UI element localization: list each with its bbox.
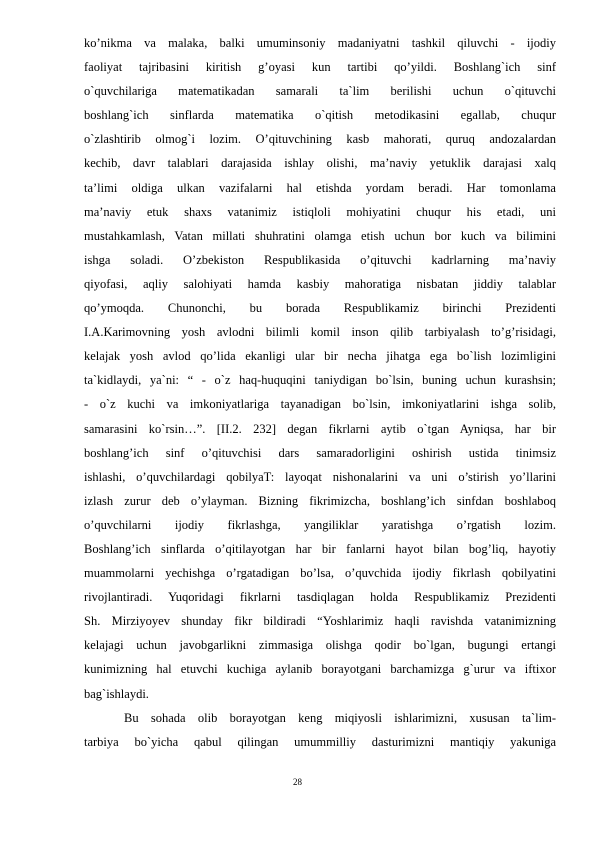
text-line: Sh. Mirziyoyev shunday fikr bildiradi “Yoshlarimiz haqli ravishda vatanimizning [84, 614, 556, 629]
text-line: kelajak yosh avlod qo’lida ekanligi ular bir necha jihatga ega bo`lish lozimligini [84, 349, 556, 364]
text-line: kechib, davr talablari darajasida ishlay olishi, ma’naviy yetuklik darajasi xalq [84, 156, 556, 171]
text-line: ko’nikma va malaka, balki umuminsoniy madaniyatni tashkil qiluvchi - ijodiy [84, 36, 556, 50]
text-line: faoliyat tajribasini kiritish g’oyasi kun tartibi qo’yildi. Boshlang`ich sinf [84, 60, 556, 75]
text-line: izlash zurur deb o’ylayman. Bizning fikrimizcha, boshlang’ich sinfdan boshlaboq [84, 493, 556, 508]
text-line: kunimizning hal etuvchi kuchiga aylanib borayotgani barchamizga g`urur va iftixor [84, 662, 556, 677]
paragraph-end-line: bag`ishlaydi. [84, 686, 149, 701]
text-line: ta’limi oldiga ulkan vazifalarni hal etishda yordam beradi. Har tomonlama [84, 180, 556, 195]
text-line: ishga soladi. O’zbekiston Respublikasida o’qituvchi kadrlarning ma’naviy [84, 252, 556, 267]
text-line: ishlashi, o’quvchilardagi qobilyaT: layoqat nishonalarini va uni o’stirish yo’llarini [84, 469, 556, 484]
text-line: o`zlashtirib olmog`i lozim. O’qituvchining kasb mahorati, quruq andozalardan [84, 132, 556, 147]
text-line: tarbiya bo`yicha qabul qilingan umummilliy dasturimizni mantiqiy yakuniga [84, 734, 556, 749]
text-line: I.A.Karimovning yosh avlodni bilimli komil inson qilib tarbiyalash to’g’risidagi, [84, 325, 556, 340]
text-line: samarasini ko`rsin…”. [II.2. 232] degan fikrlarni aytib o`tgan Ayniqsa, har bir [84, 421, 556, 436]
text-line: ma’naviy etuk shaxs vatanimiz istiqloli mohiyatini chuqur his etadi, uni [84, 204, 556, 219]
page-number: 28 [293, 777, 302, 787]
text-line: kelajagi uchun javobgarlikni zimmasiga olishga qodir bo`lgan, bugungi ertangi [84, 638, 556, 653]
text-line: rivojlantiradi. Yuqoridagi fikrlarni tasdiqlagan holda Respublikamiz Prezidenti [84, 590, 556, 605]
text-line: boshlang`ich sinflarda matematika o`qitish metodikasini egallab, chuqur [84, 108, 556, 123]
text-line: Boshlang’ich sinflarda o’qitilayotgan har bir fanlarni hayot bilan bog’liq, hayotiy [84, 541, 556, 556]
text-line: qiyofasi, aqliy salohiyati hamda kasbiy mahoratiga nisbatan jiddiy talablar [84, 276, 556, 291]
text-line: boshlang’ich sinf o’qituvchisi dars samaradorligini oshirish ustida tinimsiz [84, 445, 556, 460]
text-line: muammolarni yechishga o’rgatadigan bo’lsa, o’quvchida ijodiy fikrlash qobilyatini [84, 566, 556, 581]
body-text [84, 31, 556, 754]
paragraph-first-line: Bu sohada olib borayotgan keng miqiyosli ishlarimizni, xususan ta`lim- [124, 710, 556, 725]
text-line: o`quvchilariga matematikadan samarali ta`lim berilishi uchun o`qituvchi [84, 84, 556, 99]
text-line: - o`z kuchi va imkoniyatlariga tayanadigan bo`lsin, imkoniyatlarini ishga solib, [84, 397, 556, 412]
text-line: qo’ymoqda. Chunonchi, bu borada Respublikamiz birinchi Prezidenti [84, 301, 556, 316]
text-line: mustahkamlash, Vatan millati shuhratini olamga etish uchun bor kuch va bilimini [84, 228, 556, 243]
text-line: o’quvchilarni ijodiy fikrlashga, yangiliklar yaratishga o’rgatish lozim. [84, 517, 556, 532]
text-line: ta`kidlaydi, ya`ni: “ - o`z haq-huquqini taniydigan bo`lsin, buning uchun kurashsin; [84, 373, 556, 388]
